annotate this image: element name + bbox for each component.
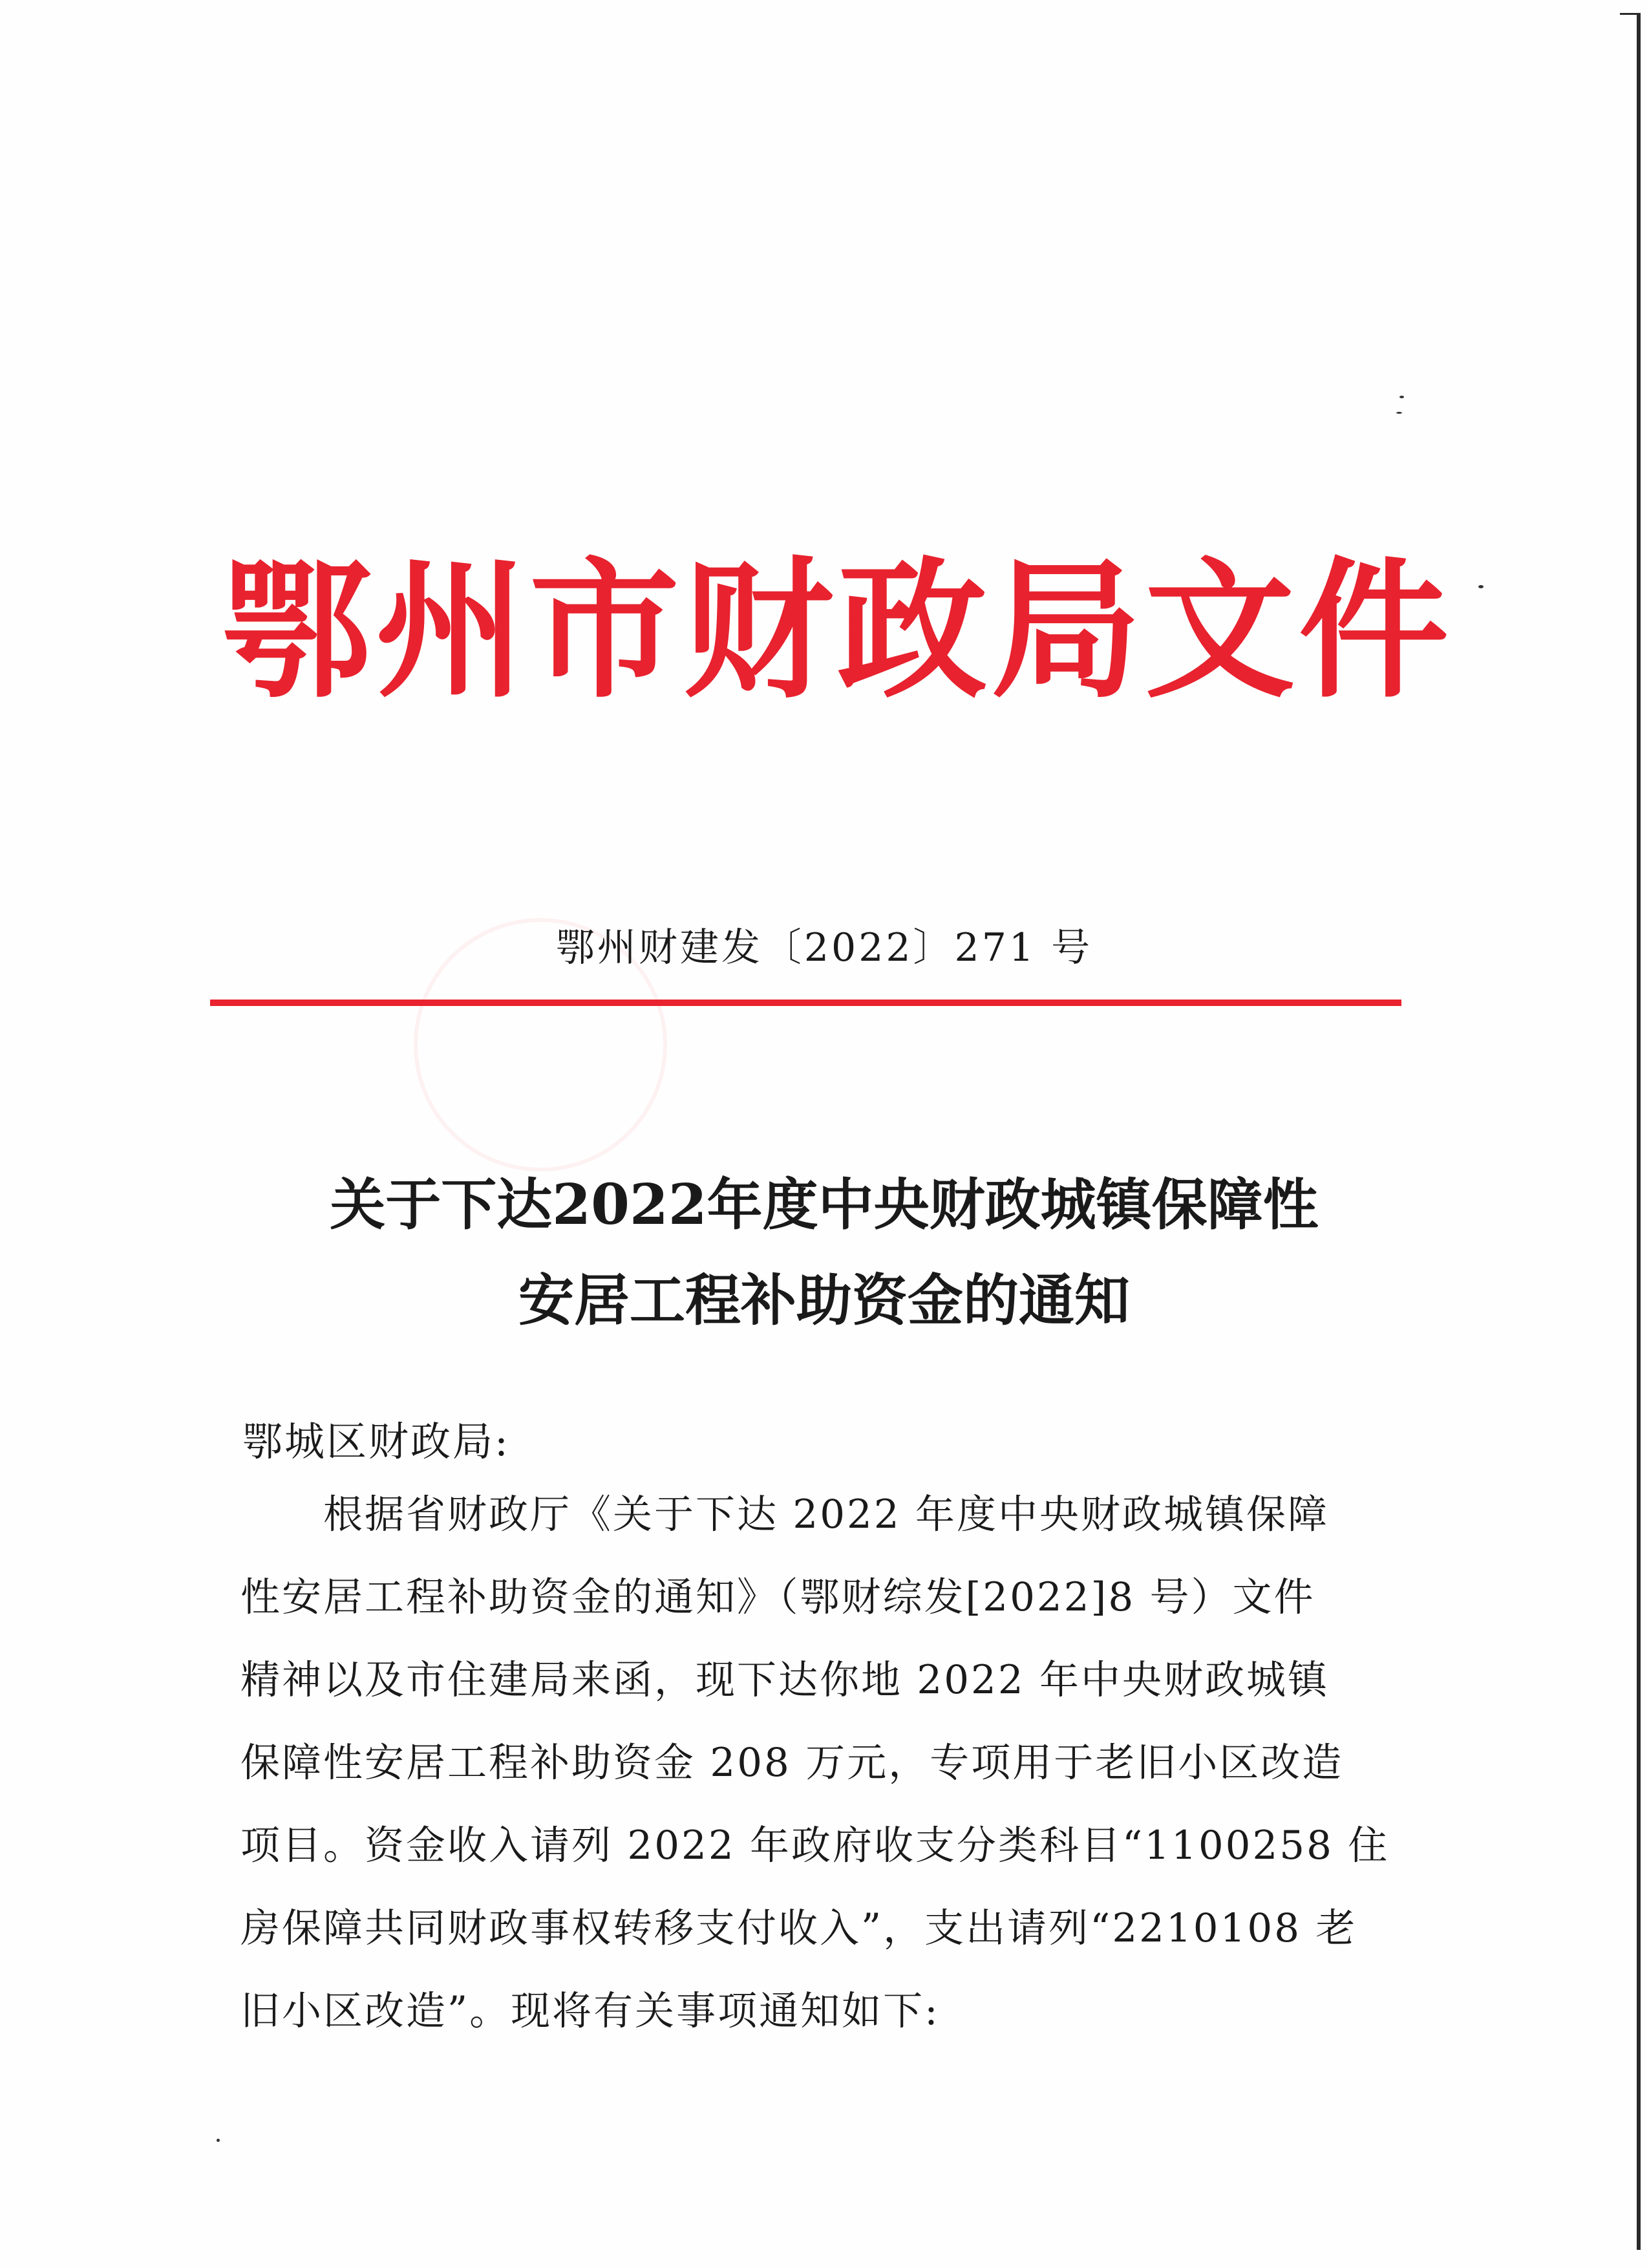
scan-speck bbox=[217, 2139, 220, 2142]
scan-speck bbox=[1396, 412, 1402, 414]
scan-speck bbox=[1399, 396, 1404, 398]
body-line: 旧小区改造”。现将有关事项通知如下: bbox=[240, 1988, 940, 2034]
body-line: 项目。资金收入请列 2022 年政府收支分类科目“1100258 住 bbox=[240, 1823, 1390, 1868]
body-line: 性安居工程补助资金的通知》（鄂财综发[2022]8 号）文件 bbox=[240, 1574, 1315, 1620]
body-line: 房保障共同财政事权转移支付收入”，支出请列“2210108 老 bbox=[240, 1905, 1357, 1951]
scan-edge-right bbox=[1637, 13, 1641, 2250]
document-title bbox=[194, 1157, 1454, 1349]
body-line: 保障性安居工程补助资金 208 万元，专项用于老旧小区改造 bbox=[240, 1740, 1344, 1786]
document-number: 鄂州财建发〔2022〕271 号 bbox=[555, 925, 1093, 970]
document-masthead: 鄂州市财政局文件 bbox=[221, 544, 1452, 718]
title-line-2: 安居工程补助资金的通知 bbox=[518, 1268, 1130, 1333]
body-paragraph bbox=[240, 1486, 1390, 2065]
salutation: 鄂城区财政局: bbox=[242, 1418, 510, 1465]
body-line: 根据省财政厅《关于下达 2022 年度中央财政城镇保障 bbox=[323, 1492, 1330, 1537]
body-line: 精神以及市住建局来函，现下达你地 2022 年中央财政城镇 bbox=[240, 1657, 1330, 1703]
title-line-1: 关于下达2022年度中央财政城镇保障性 bbox=[330, 1172, 1319, 1237]
red-divider-rule bbox=[210, 1000, 1401, 1006]
